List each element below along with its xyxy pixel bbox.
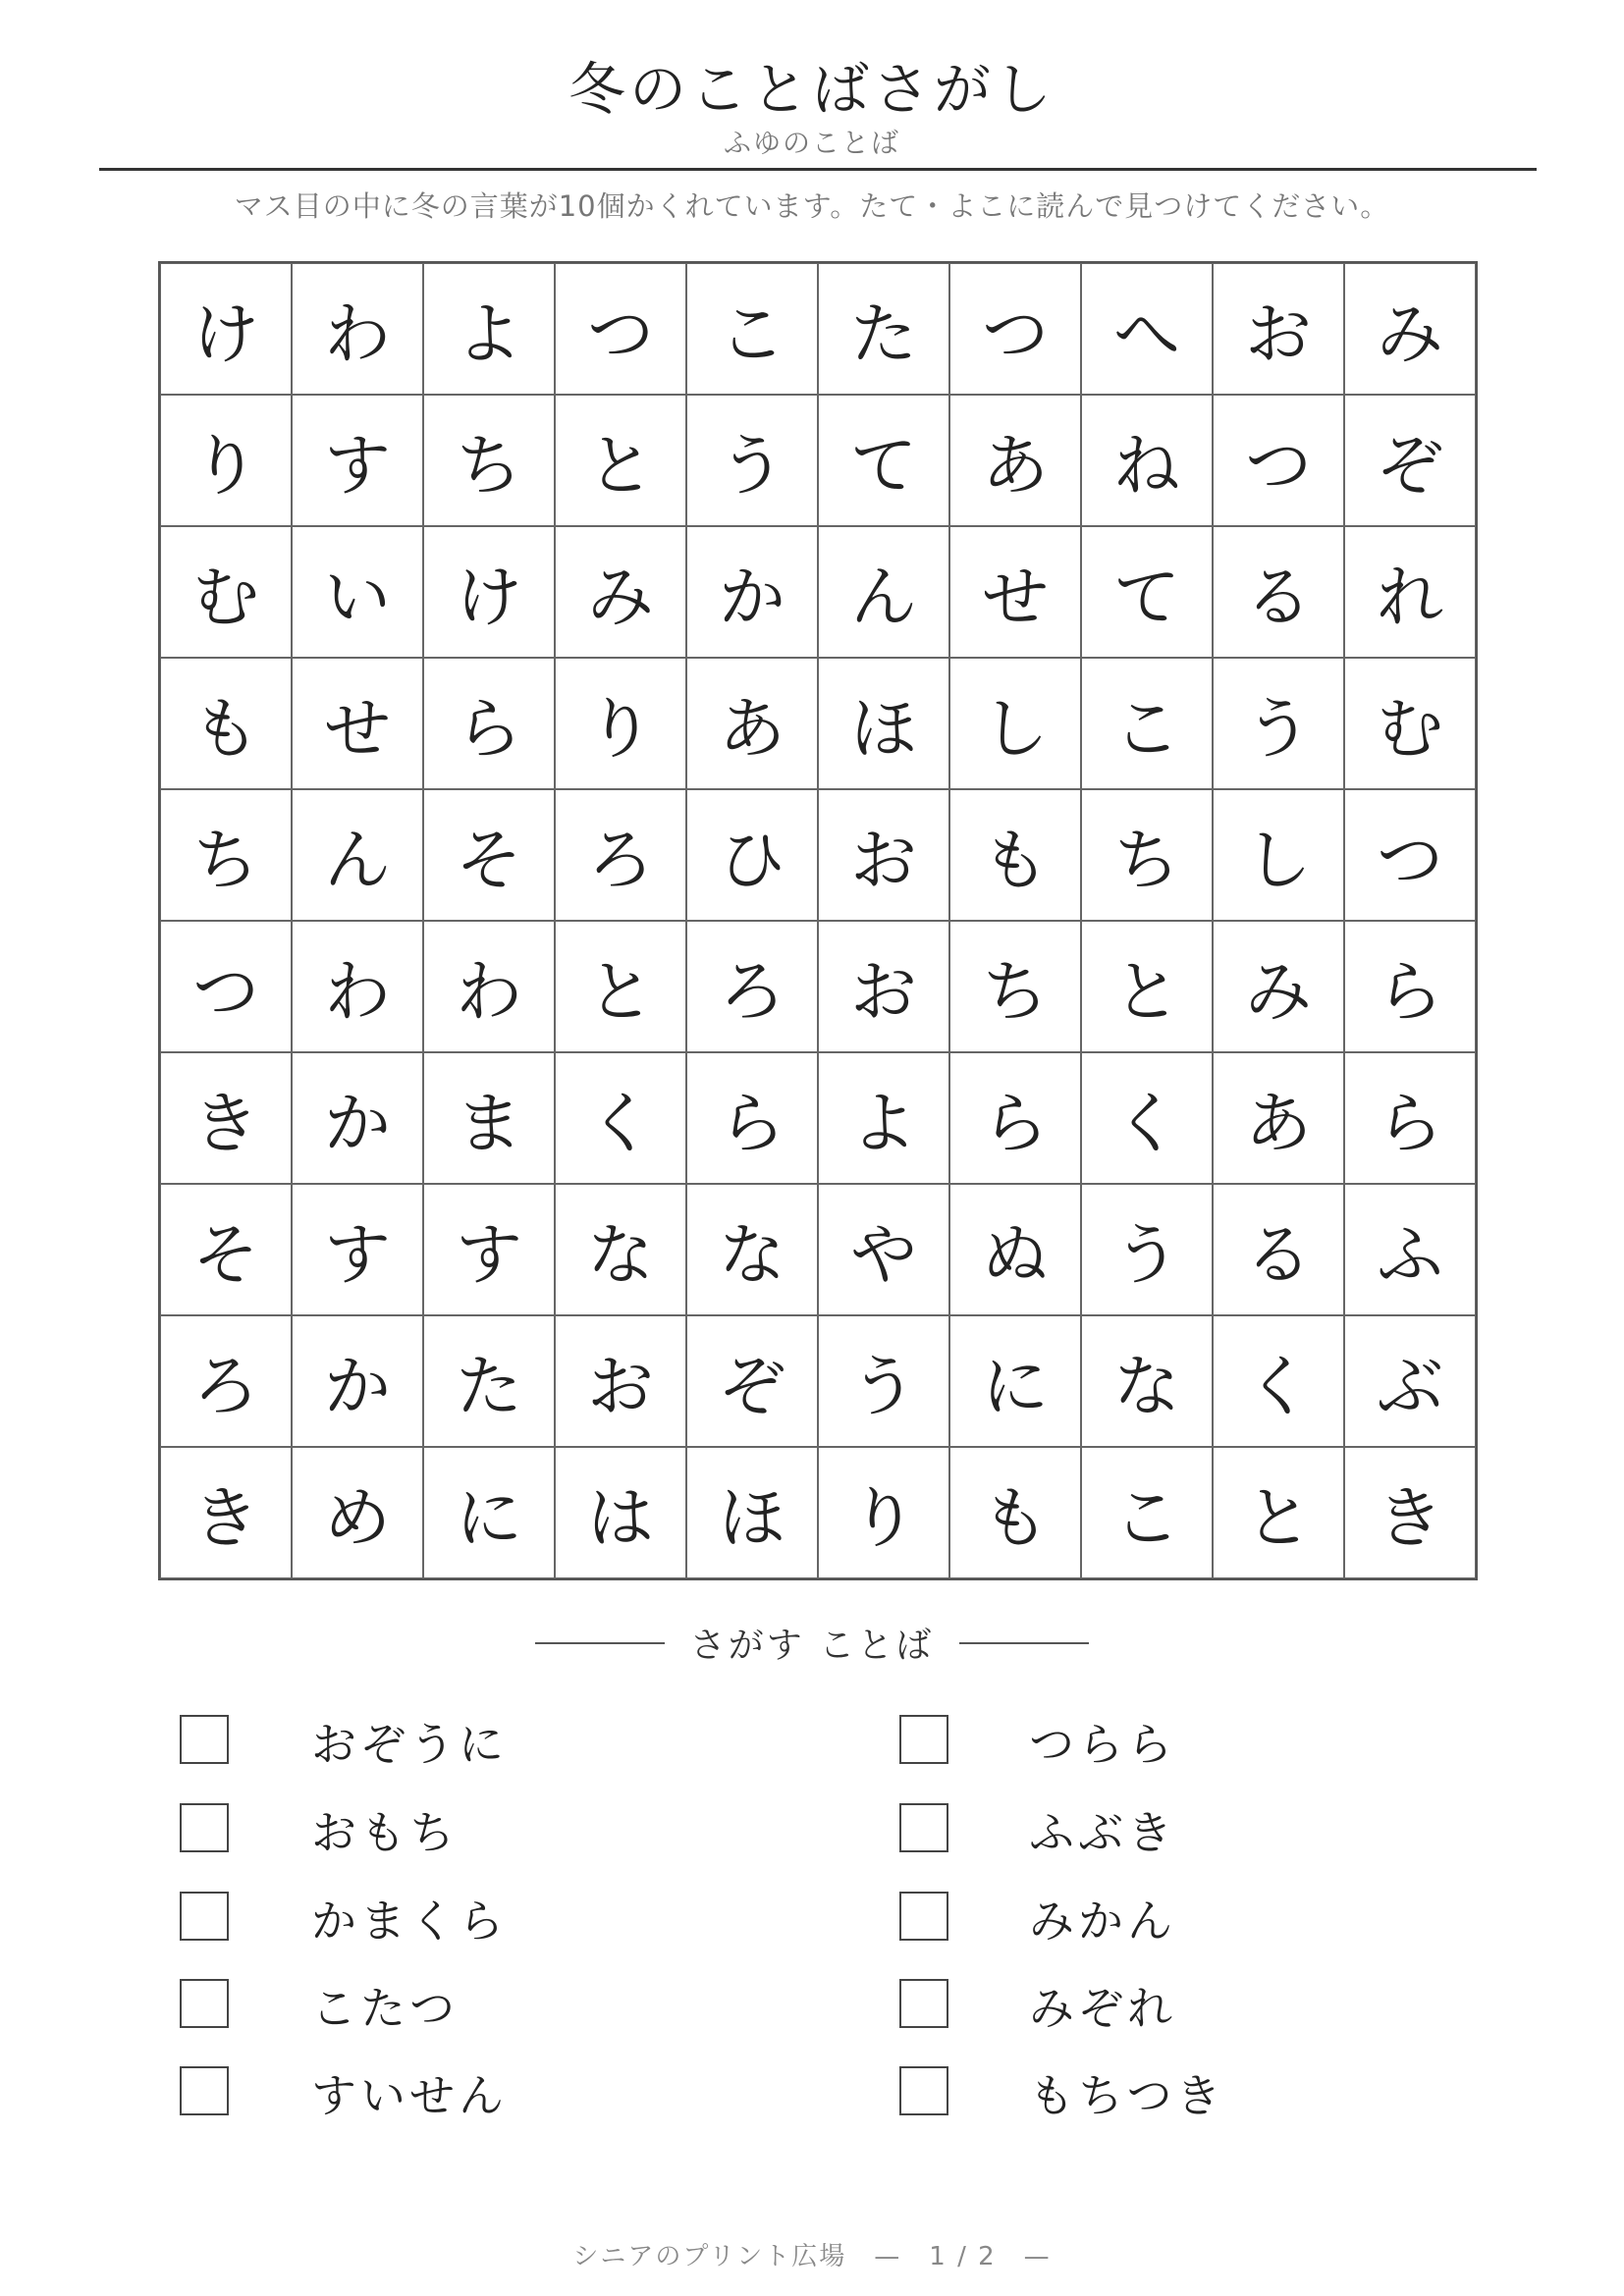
grid-cell[interactable]: ち: [160, 789, 292, 921]
grid-cell[interactable]: か: [292, 1052, 423, 1184]
grid-cell[interactable]: ろ: [160, 1315, 292, 1447]
grid-cell[interactable]: わ: [292, 921, 423, 1052]
grid-cell[interactable]: よ: [423, 263, 555, 395]
word-label: ふぶき: [1029, 1806, 1176, 1859]
grid-cell[interactable]: ら: [1344, 921, 1476, 1052]
word-list-heading: [0, 1618, 1624, 1668]
grid-cell[interactable]: も: [160, 658, 292, 789]
grid-cell[interactable]: た: [818, 263, 949, 395]
grid-cell[interactable]: ひ: [686, 789, 818, 921]
grid-cell[interactable]: あ: [949, 395, 1081, 526]
word-label: おもち: [311, 1806, 459, 1859]
grid-cell[interactable]: う: [818, 1315, 949, 1447]
grid-cell[interactable]: て: [1081, 526, 1213, 658]
grid-cell[interactable]: き: [1344, 1447, 1476, 1578]
grid-cell[interactable]: る: [1213, 1184, 1344, 1315]
grid-cell[interactable]: す: [423, 1184, 555, 1315]
grid-cell[interactable]: い: [292, 526, 423, 658]
grid-cell[interactable]: ろ: [686, 921, 818, 1052]
grid-cell[interactable]: な: [555, 1184, 686, 1315]
grid-cell[interactable]: す: [292, 395, 423, 526]
grid-cell[interactable]: れ: [1344, 526, 1476, 658]
grid-cell[interactable]: も: [949, 789, 1081, 921]
word-label: すいせん: [311, 2069, 508, 2122]
word-checkbox[interactable]: [180, 1979, 229, 2028]
grid-cell[interactable]: み: [1344, 263, 1476, 395]
page-subtitle: ふゆのことば: [723, 127, 900, 159]
grid-cell[interactable]: む: [1344, 658, 1476, 789]
grid-cell[interactable]: め: [292, 1447, 423, 1578]
grid-cell[interactable]: ぞ: [1344, 395, 1476, 526]
grid-cell[interactable]: こ: [1081, 658, 1213, 789]
grid-cell[interactable]: く: [1081, 1052, 1213, 1184]
grid-cell[interactable]: ほ: [686, 1447, 818, 1578]
grid-cell[interactable]: そ: [160, 1184, 292, 1315]
grid-cell[interactable]: う: [1081, 1184, 1213, 1315]
grid-cell[interactable]: み: [555, 526, 686, 658]
grid-cell[interactable]: け: [160, 263, 292, 395]
grid-cell[interactable]: ん: [818, 526, 949, 658]
grid-cell[interactable]: せ: [292, 658, 423, 789]
grid-cell[interactable]: し: [949, 658, 1081, 789]
word-checkbox[interactable]: [180, 2066, 229, 2115]
grid-cell[interactable]: り: [160, 395, 292, 526]
grid-cell[interactable]: に: [423, 1447, 555, 1578]
word-checkbox[interactable]: [180, 1803, 229, 1852]
grid-cell[interactable]: け: [423, 526, 555, 658]
grid-cell[interactable]: も: [949, 1447, 1081, 1578]
grid-cell[interactable]: ぶ: [1344, 1315, 1476, 1447]
grid-cell[interactable]: や: [818, 1184, 949, 1315]
grid-cell[interactable]: ぬ: [949, 1184, 1081, 1315]
word-checkbox[interactable]: [899, 1803, 948, 1852]
word-label: おぞうに: [311, 1718, 508, 1771]
grid-cell[interactable]: ち: [949, 921, 1081, 1052]
word-checkbox[interactable]: [180, 1715, 229, 1764]
grid-cell[interactable]: く: [555, 1052, 686, 1184]
grid-cell[interactable]: つ: [1344, 789, 1476, 921]
grid-cell[interactable]: た: [423, 1315, 555, 1447]
grid-cell[interactable]: お: [555, 1315, 686, 1447]
grid-cell[interactable]: る: [1213, 526, 1344, 658]
grid-cell[interactable]: つ: [949, 263, 1081, 395]
grid-cell[interactable]: ぞ: [686, 1315, 818, 1447]
grid-cell[interactable]: み: [1213, 921, 1344, 1052]
page-title: 冬のことばさがし: [568, 56, 1056, 123]
grid-cell[interactable]: わ: [423, 921, 555, 1052]
grid-cell[interactable]: こ: [686, 263, 818, 395]
grid-cell[interactable]: す: [292, 1184, 423, 1315]
grid-cell[interactable]: ち: [423, 395, 555, 526]
grid-cell[interactable]: と: [555, 921, 686, 1052]
grid-cell[interactable]: こ: [1081, 1447, 1213, 1578]
grid-cell[interactable]: ま: [423, 1052, 555, 1184]
grid-cell[interactable]: ふ: [1344, 1184, 1476, 1315]
grid-cell[interactable]: お: [818, 789, 949, 921]
grid-cell[interactable]: へ: [1081, 263, 1213, 395]
grid-cell[interactable]: む: [160, 526, 292, 658]
heading-line-right: [959, 1642, 1089, 1644]
grid-cell[interactable]: あ: [686, 658, 818, 789]
grid-cell[interactable]: せ: [949, 526, 1081, 658]
grid-cell[interactable]: ら: [423, 658, 555, 789]
grid-cell[interactable]: わ: [292, 263, 423, 395]
grid-cell[interactable]: と: [1213, 1447, 1344, 1578]
grid-cell[interactable]: う: [1213, 658, 1344, 789]
grid-cell[interactable]: お: [818, 921, 949, 1052]
grid-cell[interactable]: て: [818, 395, 949, 526]
word-checkbox[interactable]: [899, 2066, 948, 2115]
word-label: こたつ: [311, 1982, 459, 2035]
grid-cell[interactable]: か: [292, 1315, 423, 1447]
grid-cell[interactable]: そ: [423, 789, 555, 921]
grid-cell[interactable]: ら: [686, 1052, 818, 1184]
grid-cell[interactable]: は: [555, 1447, 686, 1578]
word-list-title: さがす ことば: [689, 1626, 935, 1666]
grid-cell[interactable]: り: [555, 658, 686, 789]
word-label: みかん: [1029, 1895, 1176, 1948]
grid-cell[interactable]: ち: [1081, 789, 1213, 921]
grid-cell[interactable]: き: [160, 1447, 292, 1578]
grid-cell[interactable]: ね: [1081, 395, 1213, 526]
grid-cell[interactable]: り: [818, 1447, 949, 1578]
word-checkbox[interactable]: [180, 1892, 229, 1941]
word-search-grid: [158, 261, 1478, 1580]
grid-cell[interactable]: に: [949, 1315, 1081, 1447]
grid-cell[interactable]: ら: [949, 1052, 1081, 1184]
word-checkbox[interactable]: [899, 1715, 948, 1764]
grid-cell[interactable]: ん: [292, 789, 423, 921]
grid-cell[interactable]: な: [686, 1184, 818, 1315]
grid-cell[interactable]: つ: [1213, 395, 1344, 526]
grid-cell[interactable]: な: [1081, 1315, 1213, 1447]
grid-cell[interactable]: し: [1213, 789, 1344, 921]
grid-cell[interactable]: あ: [1213, 1052, 1344, 1184]
grid-cell[interactable]: ら: [1344, 1052, 1476, 1184]
instructions: マス目の中に冬の言葉が10個かくれています。たて・よこに読んで見つけてください。: [234, 189, 1390, 223]
grid-cell[interactable]: よ: [818, 1052, 949, 1184]
grid-cell[interactable]: お: [1213, 263, 1344, 395]
grid-cell[interactable]: と: [1081, 921, 1213, 1052]
page-footer: シニアのプリント広場 — 1 / 2 —: [572, 2242, 1052, 2271]
word-label: かまくら: [311, 1895, 508, 1948]
word-label: つらら: [1029, 1718, 1176, 1771]
heading-line-left: [535, 1642, 665, 1644]
grid-cell[interactable]: と: [555, 395, 686, 526]
grid-cell[interactable]: ほ: [818, 658, 949, 789]
grid-cell[interactable]: ろ: [555, 789, 686, 921]
word-label: みぞれ: [1029, 1982, 1176, 2035]
grid-cell[interactable]: か: [686, 526, 818, 658]
grid-cell[interactable]: つ: [160, 921, 292, 1052]
word-checkbox[interactable]: [899, 1892, 948, 1941]
grid-cell[interactable]: う: [686, 395, 818, 526]
grid-cell[interactable]: く: [1213, 1315, 1344, 1447]
word-checkbox[interactable]: [899, 1979, 948, 2028]
word-label: もちつき: [1029, 2069, 1225, 2122]
grid-cell[interactable]: き: [160, 1052, 292, 1184]
header-divider: [99, 168, 1537, 171]
grid-cell[interactable]: つ: [555, 263, 686, 395]
